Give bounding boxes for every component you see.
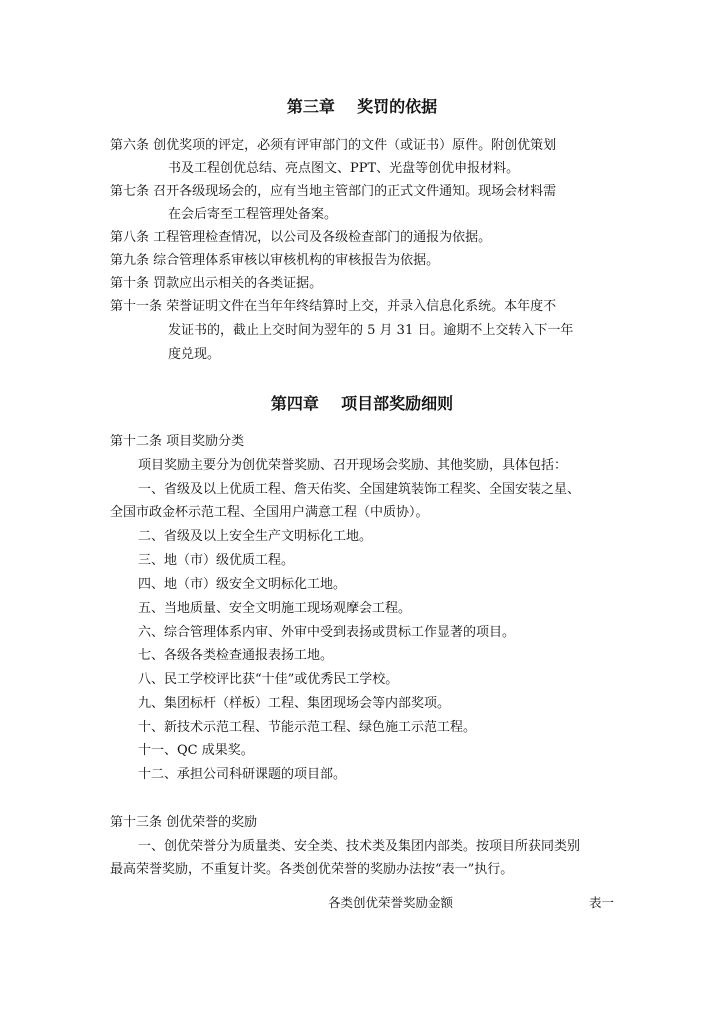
table-caption-label: 表一 bbox=[589, 895, 615, 910]
article-6-line-2: 书及工程创优总结、亮点图文、PPT、光盘等创优申报材料。 bbox=[168, 161, 520, 176]
article-12-item-1: 一、省级及以上优质工程、詹天佑奖、全国建筑装饰工程奖、全国安装之星、 bbox=[138, 482, 581, 497]
article-10: 第十条 罚款应出示相关的各类证据。 bbox=[110, 276, 323, 291]
article-8: 第八条 工程管理检查情况，以公司及各级检查部门的通报为依据。 bbox=[110, 230, 492, 245]
article-12-item-8: 八、民工学校评比获“十佳”或优秀民工学校。 bbox=[138, 672, 399, 687]
article-7-line-2: 在会后寄至工程管理处备案。 bbox=[168, 207, 338, 222]
article-12-intro: 项目奖励主要分为创优荣誉奖励、召开现场会奖励、其他奖励，具体包括： bbox=[138, 458, 568, 473]
article-7-line-1: 第七条 召开各级现场会的，应有当地主管部门的正式文件通知。现场会材料需 bbox=[110, 184, 557, 199]
article-12-item-5: 五、当地质量、安全文明施工现场观摩会工程。 bbox=[138, 601, 412, 616]
article-6-line-1: 第六条 创优奖项的评定，必须有评审部门的文件（或证书）原件。附创优策划 bbox=[110, 138, 557, 153]
article-12-item-3: 三、地（市）级优质工程。 bbox=[138, 553, 295, 568]
table-caption-title: 各类创优荣誉奖励金额 bbox=[328, 895, 454, 910]
article-12-item-2: 二、省级及以上安全生产文明标化工地。 bbox=[138, 529, 373, 544]
article-12-item-4: 四、地（市）级安全文明标化工地。 bbox=[138, 577, 347, 592]
article-9: 第九条 综合管理体系审核以审核机构的审核报告为依据。 bbox=[110, 253, 440, 268]
article-12-item-11: 十一、QC 成果奖。 bbox=[138, 743, 254, 758]
article-12-item-10: 十、新技术示范工程、节能示范工程、绿色施工示范工程。 bbox=[138, 720, 477, 735]
article-11-line-1: 第十一条 荣誉证明文件在当年年终结算时上交，并录入信息化系统。本年度不 bbox=[110, 299, 557, 314]
article-12-item-7: 七、各级各类检查通报表扬工地。 bbox=[138, 648, 334, 663]
article-13-heading: 第十三条 创优荣誉的奖励 bbox=[110, 815, 258, 830]
article-11-line-2: 发证书的，截止上交时间为翌年的 5 月 31 日。逾期不上交转入下一年 bbox=[168, 323, 574, 338]
article-11-line-3: 度兑现。 bbox=[168, 347, 221, 362]
article-13-line-1: 一、创优荣誉分为质量类、安全类、技术类及集团内部类。按项目所获同类别 bbox=[138, 839, 581, 854]
chapter-3-title: 第三章 奖罚的依据 bbox=[286, 97, 438, 116]
article-12-item-9: 九、集团标杆（样板）工程、集团现场会等内部奖项。 bbox=[138, 696, 451, 711]
article-13-line-2: 最高荣誉奖励，不重复计奖。各类创优荣誉的奖励办法按“表一”执行。 bbox=[110, 862, 514, 877]
article-12-item-6: 六、综合管理体系内审、外审中受到表扬或贯标工作显著的项目。 bbox=[138, 625, 516, 640]
article-12-heading: 第十二条 项目奖励分类 bbox=[110, 434, 245, 449]
article-12-item-1-cont: 全国市政金杯示范工程、全国用户满意工程（中质协）。 bbox=[110, 505, 429, 520]
article-12-item-12: 十二、承担公司科研课题的项目部。 bbox=[138, 767, 347, 782]
chapter-4-title: 第四章 项目部奖励细则 bbox=[270, 394, 454, 413]
